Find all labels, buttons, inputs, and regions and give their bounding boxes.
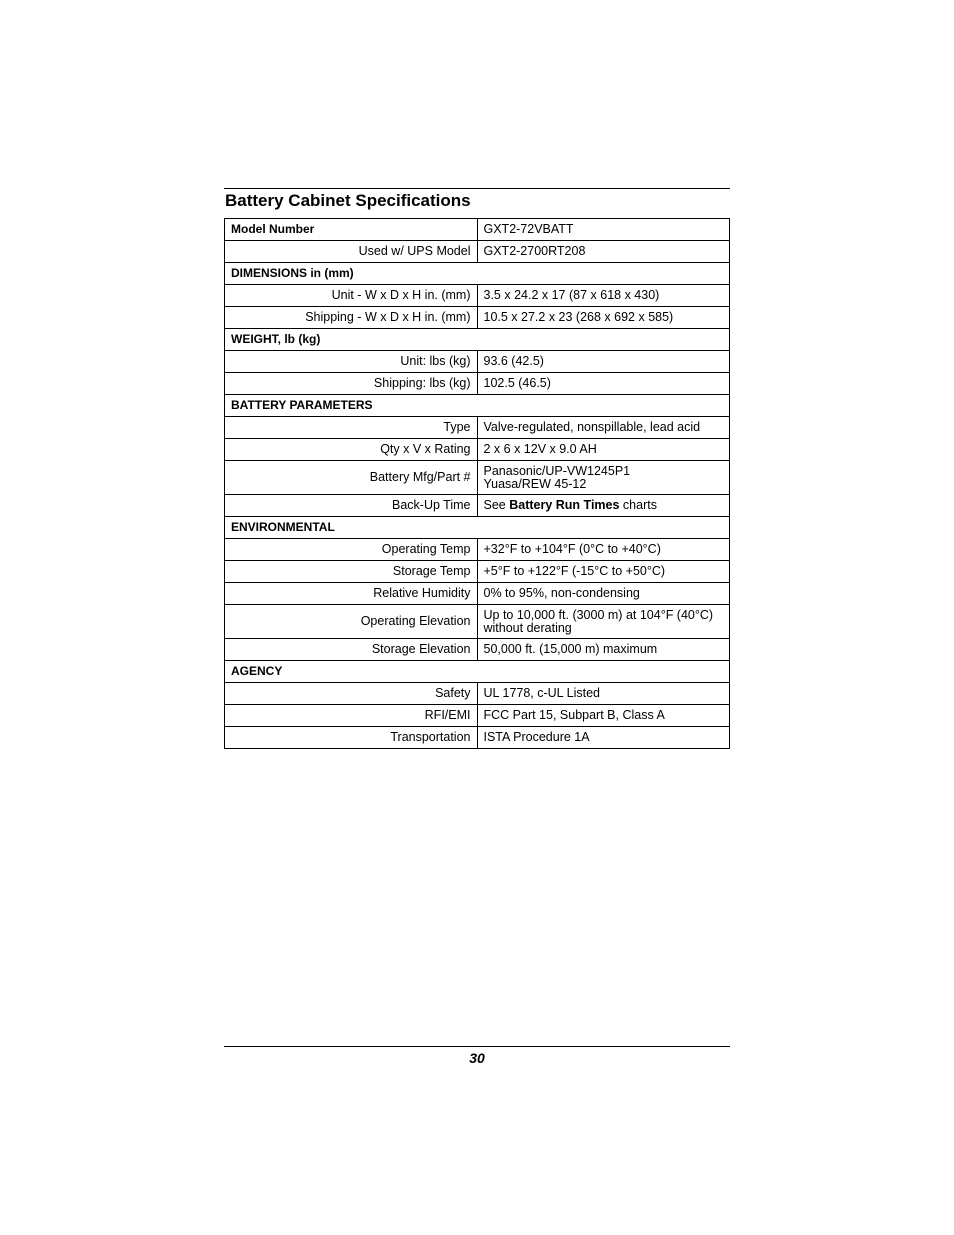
table-row-operating-temp xyxy=(225,539,730,561)
relative-humidity-value: 0% to 95%, non-condensing xyxy=(477,583,730,605)
table-row-unit-weight xyxy=(225,351,730,373)
page-number: 30 xyxy=(469,1050,485,1066)
weight-header: WEIGHT, lb (kg) xyxy=(225,329,730,351)
table-section-dimensions xyxy=(225,263,730,285)
shipping-weight-value: 102.5 (46.5) xyxy=(477,373,730,395)
operating-elevation-line-2: without derating xyxy=(483,620,572,635)
backup-time-value xyxy=(477,495,730,517)
transportation-label: Transportation xyxy=(225,727,478,749)
table-row-rfi-emi xyxy=(225,705,730,727)
table-row-unit-dimensions xyxy=(225,285,730,307)
safety-label: Safety xyxy=(225,683,478,705)
table-row-storage-temp xyxy=(225,561,730,583)
storage-elevation-value: 50,000 ft. (15,000 m) maximum xyxy=(477,639,730,661)
model-number-label: Model Number xyxy=(225,219,478,241)
operating-elevation-label: Operating Elevation xyxy=(225,605,478,639)
battery-mfg-label: Battery Mfg/Part # xyxy=(225,461,478,495)
operating-elevation-line-1: Up to 10,000 ft. (3000 m) at 104°F (40°C) xyxy=(483,607,714,622)
unit-dimensions-value: 3.5 x 24.2 x 17 (87 x 618 x 430) xyxy=(477,285,730,307)
dimensions-header: DIMENSIONS in (mm) xyxy=(225,263,730,285)
table-row-operating-elevation xyxy=(225,605,730,639)
agency-header: AGENCY xyxy=(225,661,730,683)
storage-elevation-label: Storage Elevation xyxy=(225,639,478,661)
top-rule xyxy=(224,188,730,189)
table-row-battery-type xyxy=(225,417,730,439)
rfi-emi-value: FCC Part 15, Subpart B, Class A xyxy=(477,705,730,727)
table-row-safety xyxy=(225,683,730,705)
table-row-battery-rating xyxy=(225,439,730,461)
relative-humidity-label: Relative Humidity xyxy=(225,583,478,605)
used-with-value: GXT2-2700RT208 xyxy=(477,241,730,263)
battery-rating-label: Qty x V x Rating xyxy=(225,439,478,461)
table-row-battery-mfg xyxy=(225,461,730,495)
safety-value: UL 1778, c-UL Listed xyxy=(477,683,730,705)
operating-elevation-value xyxy=(477,605,730,639)
unit-weight-label: Unit: lbs (kg) xyxy=(225,351,478,373)
battery-run-times-reference: Battery Run Times xyxy=(509,498,620,512)
battery-parameters-header: BATTERY PARAMETERS xyxy=(225,395,730,417)
environmental-header: ENVIRONMENTAL xyxy=(225,517,730,539)
model-number-value: GXT2-72VBATT xyxy=(477,219,730,241)
table-row-used-with xyxy=(225,241,730,263)
battery-cabinet-specs-table xyxy=(224,218,730,749)
table-row-relative-humidity xyxy=(225,583,730,605)
shipping-dimensions-value: 10.5 x 27.2 x 23 (268 x 692 x 585) xyxy=(477,307,730,329)
bottom-rule xyxy=(224,1046,730,1047)
battery-type-label: Type xyxy=(225,417,478,439)
table-section-battery-parameters xyxy=(225,395,730,417)
battery-type-value: Valve-regulated, nonspillable, lead acid xyxy=(477,417,730,439)
battery-rating-value: 2 x 6 x 12V x 9.0 AH xyxy=(477,439,730,461)
table-row-backup-time xyxy=(225,495,730,517)
transportation-value: ISTA Procedure 1A xyxy=(477,727,730,749)
table-row-shipping-weight xyxy=(225,373,730,395)
operating-temp-value: +32°F to +104°F (0°C to +40°C) xyxy=(477,539,730,561)
backup-time-suffix: charts xyxy=(619,498,657,512)
operating-temp-label: Operating Temp xyxy=(225,539,478,561)
table-row-model-number xyxy=(225,219,730,241)
battery-mfg-line-2: Yuasa/REW 45-12 xyxy=(483,476,587,491)
shipping-dimensions-label: Shipping - W x D x H in. (mm) xyxy=(225,307,478,329)
battery-mfg-value xyxy=(477,461,730,495)
section-title: Battery Cabinet Specifications xyxy=(225,191,471,210)
table-row-storage-elevation xyxy=(225,639,730,661)
table-section-environmental xyxy=(225,517,730,539)
table-row-transportation xyxy=(225,727,730,749)
table-section-agency xyxy=(225,661,730,683)
table-section-weight xyxy=(225,329,730,351)
unit-dimensions-label: Unit - W x D x H in. (mm) xyxy=(225,285,478,307)
storage-temp-label: Storage Temp xyxy=(225,561,478,583)
unit-weight-value: 93.6 (42.5) xyxy=(477,351,730,373)
backup-time-label: Back-Up Time xyxy=(225,495,478,517)
table-row-shipping-dimensions xyxy=(225,307,730,329)
rfi-emi-label: RFI/EMI xyxy=(225,705,478,727)
shipping-weight-label: Shipping: lbs (kg) xyxy=(225,373,478,395)
used-with-label: Used w/ UPS Model xyxy=(225,241,478,263)
backup-time-prefix: See xyxy=(483,498,510,512)
battery-mfg-line-1: Panasonic/UP-VW1245P1 xyxy=(483,463,631,478)
storage-temp-value: +5°F to +122°F (-15°C to +50°C) xyxy=(477,561,730,583)
